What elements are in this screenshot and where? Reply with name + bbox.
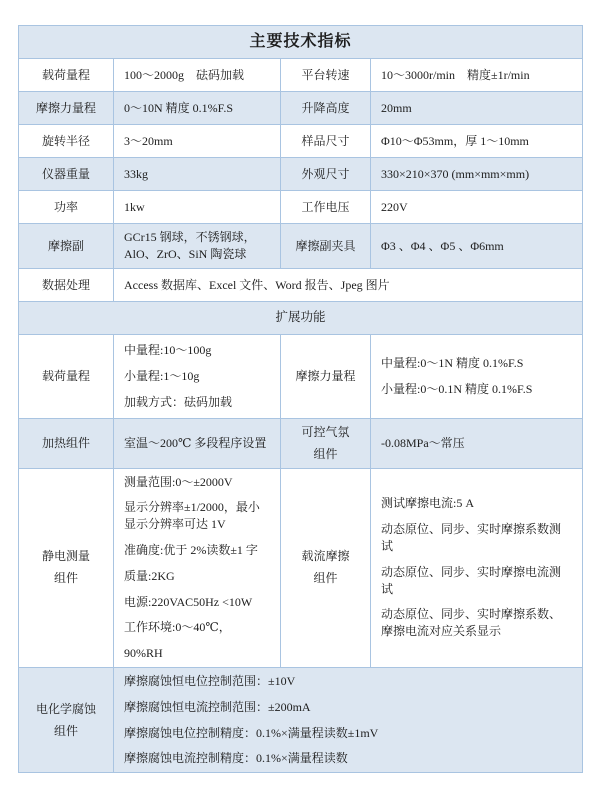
- spec-label-cell: 样品尺寸: [281, 125, 371, 158]
- row-friction-pair: [19, 224, 583, 269]
- spec-value-cell: Access 数据库、Excel 文件、Word 报告、Jpeg 图片: [114, 268, 583, 301]
- spec-label-cell: 加热组件: [19, 418, 114, 468]
- row-heating: [19, 418, 583, 468]
- spec-table: [18, 25, 583, 773]
- spec-label-cell: 功率: [19, 191, 114, 224]
- row-data-processing: [19, 268, 583, 301]
- spec-value-cell: 20mm: [371, 92, 583, 125]
- spec-value-cell: Φ3 、Φ4 、Φ5 、Φ6mm: [371, 224, 583, 269]
- spec-label-cell: 旋转半径: [19, 125, 114, 158]
- spec-value-cell: 室温～200℃ 多段程序设置: [114, 418, 281, 468]
- row-rotation-radius: [19, 125, 583, 158]
- spec-label-cell: 仪器重量: [19, 158, 114, 191]
- spec-label-cell: 载流摩擦 组件: [281, 468, 371, 667]
- spec-label-cell: 摩擦力量程: [281, 334, 371, 418]
- spec-label-cell: 平台转速: [281, 59, 371, 92]
- spec-label-cell: 外观尺寸: [281, 158, 371, 191]
- spec-value-cell: 330×210×370 (mm×mm×mm): [371, 158, 583, 191]
- row-instrument-weight: [19, 158, 583, 191]
- spec-value-cell: 1kw: [114, 191, 281, 224]
- spec-value-cell: -0.08MPa～常压: [371, 418, 583, 468]
- section-title-row: [19, 301, 583, 334]
- spec-value-cell: 测量范围:0～±2000V 显示分辨率±1/2000，最小显示分辨率可达 1V 准确度:优于 2%读数±1 字 质量:2KG 电源:220VAC50Hz <10W 工作环境:0～40℃， 90%RH: [114, 468, 281, 667]
- row-power: [19, 191, 583, 224]
- spec-label-cell: 数据处理: [19, 268, 114, 301]
- spec-label-cell: 可控气氛 组件: [281, 418, 371, 468]
- spec-value-cell: 3～20mm: [114, 125, 281, 158]
- row-electrochemical: [19, 667, 583, 772]
- spec-label-cell: 电化学腐蚀 组件: [19, 667, 114, 772]
- spec-value-cell: 220V: [371, 191, 583, 224]
- spec-label-cell: 载荷量程: [19, 59, 114, 92]
- spec-value-cell: 100～2000g 砝码加载: [114, 59, 281, 92]
- row-friction-force-range: [19, 92, 583, 125]
- row-ext-load-range: [19, 334, 583, 418]
- row-load-range: [19, 59, 583, 92]
- spec-value-cell: 0～10N 精度 0.1%F.S: [114, 92, 281, 125]
- section-title: 扩展功能: [19, 301, 583, 334]
- table-title: 主要技术指标: [19, 26, 583, 59]
- spec-label-cell: 工作电压: [281, 191, 371, 224]
- table-title-row: [19, 26, 583, 59]
- spec-label-cell: 静电测量 组件: [19, 468, 114, 667]
- spec-value-cell: 摩擦腐蚀恒电位控制范围：±10V 摩擦腐蚀恒电流控制范围：±200mA 摩擦腐蚀电位控制精度：0.1%×满量程读数±1mV 摩擦腐蚀电流控制精度：0.1%×满量程读数: [114, 667, 583, 772]
- spec-label-cell: 摩擦副夹具: [281, 224, 371, 269]
- spec-value-cell: 测试摩擦电流:5 A 动态原位、同步、实时摩擦系数测试 动态原位、同步、实时摩擦电流测试 动态原位、同步、实时摩擦系数、摩擦电流对应关系显示: [371, 468, 583, 667]
- spec-label-cell: 升降高度: [281, 92, 371, 125]
- spec-label-cell: 摩擦副: [19, 224, 114, 269]
- spec-label-cell: 摩擦力量程: [19, 92, 114, 125]
- spec-value-cell: Φ10～Φ53mm，厚 1～10mm: [371, 125, 583, 158]
- spec-value-cell: GCr15 钢球，不锈钢球，AlO、ZrO、SiN 陶瓷球: [114, 224, 281, 269]
- spec-value-cell: 10～3000r/min 精度±1r/min: [371, 59, 583, 92]
- spec-value-cell: 中量程:10～100g 小量程:1～10g 加载方式：砝码加载: [114, 334, 281, 418]
- spec-value-cell: 中量程:0～1N 精度 0.1%F.S 小量程:0～0.1N 精度 0.1%F.S: [371, 334, 583, 418]
- spec-label-cell: 载荷量程: [19, 334, 114, 418]
- spec-value-cell: 33kg: [114, 158, 281, 191]
- row-electrostatic: [19, 468, 583, 667]
